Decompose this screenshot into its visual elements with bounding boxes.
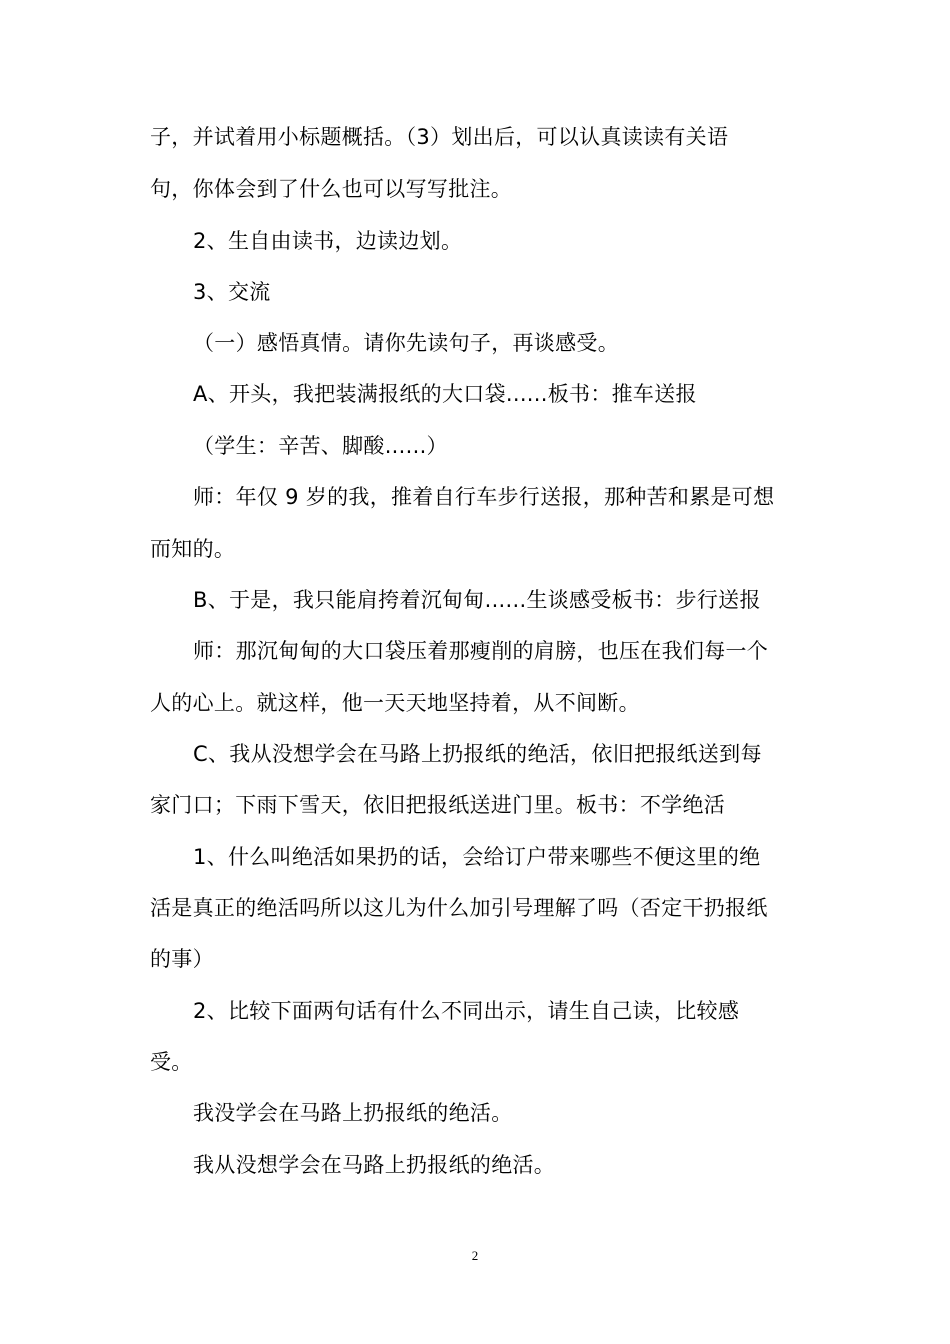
text-line: 2、生自由读书，边读边划。 (193, 229, 463, 253)
text-line: 而知的。 (150, 537, 236, 561)
text-line: 师：那沉甸甸的大口袋压着那瘦削的肩膀，也压在我们每一个 (193, 639, 769, 663)
text-line: 3、交流 (193, 280, 271, 304)
text-line: 2、比较下面两句话有什么不同出示，请生自己读，比较感 (193, 999, 740, 1023)
text-line: 子，并试着用小标题概括。（3）划出后，可以认真读读有关语 (150, 125, 729, 149)
text-line: C、我从没想学会在马路上扔报纸的绝活，依旧把报纸送到每 (193, 742, 762, 766)
text-line: 受。 (150, 1050, 193, 1074)
page-number: 2 (471, 1248, 479, 1263)
text-line: 1、什么叫绝活如果扔的话，会给订户带来哪些不便这里的绝 (193, 845, 761, 869)
text-line: 的事） (150, 947, 214, 971)
text-line: 人的心上。就这样，他一天天地坚持着，从不间断。 (150, 691, 640, 715)
text-line: （一）感悟真情。请你先读句子，再谈感受。 (193, 331, 619, 355)
text-line: B、于是，我只能肩挎着沉甸甸......生谈感受板书：步行送报 (193, 588, 761, 612)
text-line: 句，你体会到了什么也可以写写批注。 (150, 177, 513, 201)
text-line: 我没学会在马路上扔报纸的绝活。 (193, 1101, 513, 1125)
text-line: 我从没想学会在马路上扔报纸的绝活。 (193, 1153, 556, 1177)
text-line: （学生：辛苦、脚酸......） (193, 434, 448, 458)
text-line: 师：年仅 9 岁的我，推着自行车步行送报，那种苦和累是可想 (193, 485, 775, 509)
text-line: A、开头，我把装满报纸的大口袋......板书：推车送报 (193, 382, 697, 406)
text-line: 活是真正的绝活吗所以这儿为什么加引号理解了吗（否定干扔报纸 (150, 896, 768, 920)
text-line: 家门口；下雨下雪天，依旧把报纸送进门里。板书：不学绝活 (150, 793, 726, 817)
